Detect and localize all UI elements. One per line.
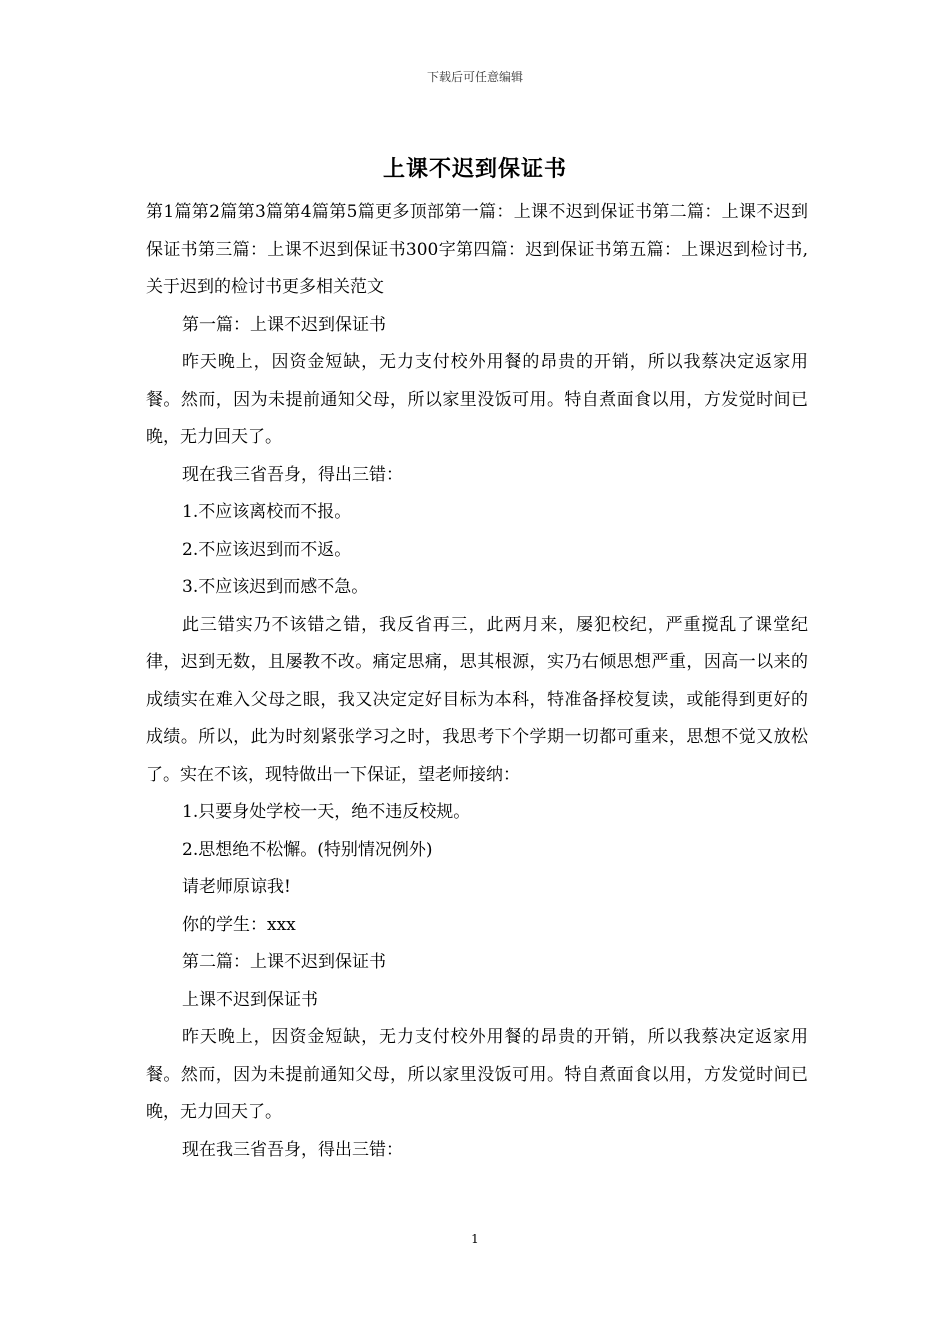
document-body <box>146 194 808 1169</box>
paragraph: 现在我三省吾身，得出三错： <box>182 464 403 485</box>
list-item: 2.不应该迟到而不返。 <box>182 539 352 560</box>
paragraph-section-heading: 第一篇：上课不迟到保证书 <box>182 314 386 335</box>
document-title: 上课不迟到保证书 <box>382 156 567 182</box>
paragraph-section-heading: 第二篇：上课不迟到保证书 <box>182 952 386 972</box>
list-item: 1.只要身处学校一天，绝不违反校规。 <box>182 802 471 822</box>
list-item: 2.思想绝不松懈。(特别情况例外) <box>182 839 433 860</box>
paragraph-toc: 第1篇第2篇第3篇第4篇第5篇更多顶部第一篇：上课不迟到保证书第二篇：上课不迟到保证书第三篇：上课不迟到保证书300字第四篇：迟到保证书第五篇：上课迟到检讨书,关于迟到的检讨书更多相关范文 <box>146 202 808 297</box>
signature-line: 你的学生：xxx <box>182 914 296 935</box>
paragraph: 现在我三省吾身，得出三错： <box>182 1139 403 1160</box>
paragraph: 昨天晚上，因资金短缺，无力支付校外用餐的昂贵的开销，所以我蔡决定返家用餐。然而，因为未提前通知父母，所以家里没饭可用。特自煮面食以用，方发觉时间已晚，无力回天了。 <box>146 1027 808 1122</box>
list-item: 3.不应该迟到而感不急。 <box>182 577 369 597</box>
paragraph: 此三错实乃不该错之错，我反省再三，此两月来，屡犯校纪，严重搅乱了课堂纪律，迟到无数，且屡教不改。痛定思痛，思其根源，实乃右倾思想严重，因高一以来的成绩实在难入父母之眼，我又决定定好目标为本科，特准备择校复读，或能得到更好的成绩。所以，此为时刻紧张学习之时，我思考下个学期一切都可重来，思想不觉又放松了。实在不该，现特做出一下保证，望老师接纳： <box>146 614 808 785</box>
paragraph: 昨天晚上，因资金短缺，无力支付校外用餐的昂贵的开销，所以我蔡决定返家用餐。然而，因为未提前通知父母，所以家里没饭可用。特自煮面食以用，方发觉时间已晚，无力回天了。 <box>146 352 808 447</box>
list-item: 1.不应该离校而不报。 <box>182 502 352 522</box>
header-note: 下载后可任意编辑 <box>426 70 523 84</box>
paragraph: 请老师原谅我! <box>182 877 291 897</box>
paragraph-subtitle: 上课不迟到保证书 <box>182 989 318 1010</box>
page-number: 1 <box>471 1232 479 1246</box>
